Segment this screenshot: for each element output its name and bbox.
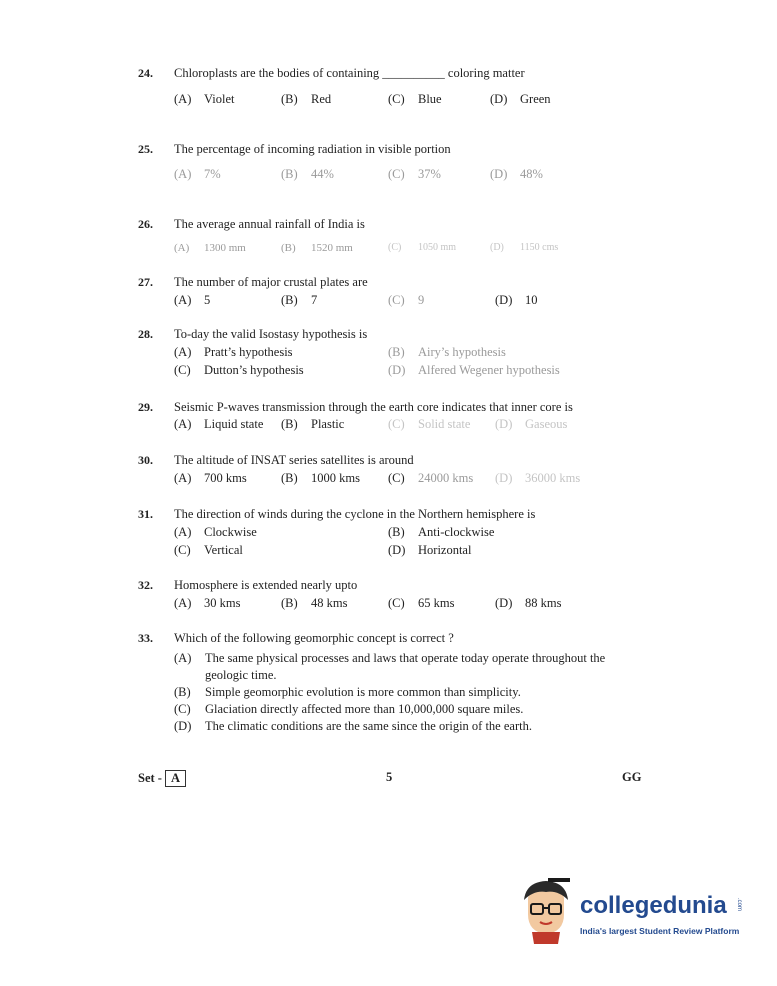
option-d: (D) 36000 kms (495, 471, 581, 485)
option-b: (B) 1000 kms (281, 471, 360, 485)
option-c: (C) Solid state (388, 417, 471, 431)
question-number: 24. (138, 66, 153, 80)
set-box: A (165, 770, 186, 787)
option-a: (A) 5 (174, 293, 211, 307)
option-b: (B) Anti-clockwise (388, 525, 495, 539)
option-c: (C) 37% (388, 167, 441, 181)
option-b: (B) 48 kms (281, 596, 348, 610)
option-b: (B) Simple geomorphic evolution is more common than simplicity. (174, 685, 521, 699)
option-c: (C) 9 (388, 293, 425, 307)
question-number: 31. (138, 507, 153, 521)
option-c: (C) 65 kms (388, 596, 455, 610)
question-number: 29. (138, 400, 153, 414)
option-b: (B) Airy’s hypothesis (388, 345, 506, 359)
question-text: The average annual rainfall of India is (174, 217, 365, 231)
question-text: The altitude of INSAT series satellites is around (174, 453, 414, 467)
option-b: (B) 7 (281, 293, 318, 307)
question-text: To-day the valid Isostasy hypothesis is (174, 327, 368, 341)
mascot-icon (518, 878, 576, 946)
question-text: The number of major crustal plates are (174, 275, 368, 289)
paper-code: GG (622, 770, 642, 784)
option-d: (D) 48% (490, 167, 543, 181)
option-d: (D) Gaseous (495, 417, 568, 431)
option-d: (D) Alfered Wegener hypothesis (388, 363, 560, 377)
question-text: Which of the following geomorphic concept is correct ? (174, 631, 454, 645)
option-a: (A) 7% (174, 167, 221, 181)
option-a: (A) Liquid state (174, 417, 264, 431)
option-d: (D) 1150 cms (490, 242, 559, 253)
option-b: (B) 1520 mm (281, 242, 353, 254)
option-c: (C) Dutton’s hypothesis (174, 363, 304, 377)
question-number: 32. (138, 578, 153, 592)
logo-wordmark: collegedunia (580, 892, 727, 919)
option-a: (A) 1300 mm (174, 242, 246, 254)
question-text: Chloroplasts are the bodies of containing __________ coloring matter (174, 66, 525, 80)
logo-suffix: .com (736, 898, 742, 912)
question-number: 28. (138, 327, 153, 341)
option-a: (A) 700 kms (174, 471, 247, 485)
option-d: (D) Horizontal (388, 543, 472, 557)
option-a: (A) The same physical processes and laws that operate today operate throughout the geologic time. (174, 651, 606, 682)
question-text: The percentage of incoming radiation in visible portion (174, 142, 451, 156)
option-d: (D) 88 kms (495, 596, 562, 610)
question-number: 27. (138, 275, 153, 289)
option-b: (B) Plastic (281, 417, 345, 431)
option-c: (C) Vertical (174, 543, 243, 557)
option-b: (B) Red (281, 92, 332, 106)
option-c: (C) Blue (388, 92, 442, 106)
option-c: (C) Glaciation directly affected more than 10,000,000 square miles. (174, 702, 524, 716)
question-number: 33. (138, 631, 153, 645)
option-c: (C) 1050 mm (388, 242, 457, 253)
option-d: (D) The climatic conditions are the same since the origin of the earth. (174, 719, 532, 733)
option-d: (D) Green (490, 92, 551, 106)
question-text: The direction of winds during the cyclone in the Northern hemisphere is (174, 507, 536, 521)
question-text: Seismic P-waves transmission through the earth core indicates that inner core is (174, 400, 573, 414)
question-number: 30. (138, 453, 153, 467)
question-text: Homosphere is extended nearly upto (174, 578, 358, 592)
option-c: (C) 24000 kms (388, 471, 474, 485)
option-a: (A) Clockwise (174, 525, 257, 539)
page-number: 5 (386, 770, 393, 784)
option-a: (A) 30 kms (174, 596, 241, 610)
collegedunia-logo (518, 878, 748, 948)
question-number: 25. (138, 142, 153, 156)
long-options (174, 650, 650, 735)
option-a: (A) Violet (174, 92, 235, 106)
set-indicator: Set - A (138, 770, 186, 787)
question-number: 26. (138, 217, 153, 231)
logo-tagline: India's largest Student Review Platform (580, 926, 740, 936)
option-d: (D) 10 (495, 293, 538, 307)
option-b: (B) 44% (281, 167, 334, 181)
option-a: (A) Pratt’s hypothesis (174, 345, 293, 359)
